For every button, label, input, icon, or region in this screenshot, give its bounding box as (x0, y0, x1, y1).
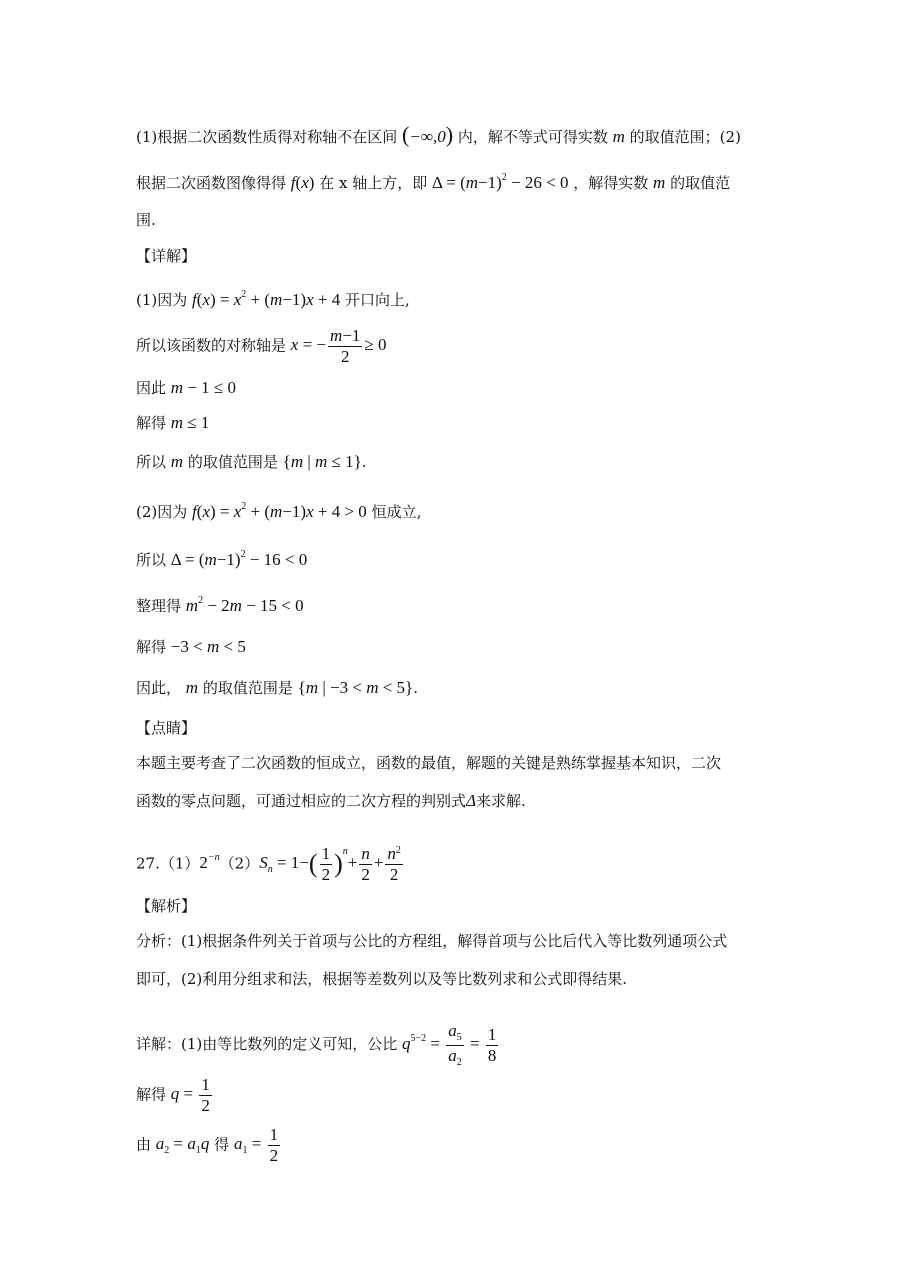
function-formula: $f(x) = x^2 + (m-1)x + 4 > 0$ (192, 501, 367, 521)
text: ，解得实数 (573, 174, 649, 192)
answer-1-formula: $2^{-n}$ (199, 852, 220, 873)
text: 详解：(1)由等比数列的定义可知，公比 (136, 1034, 398, 1053)
formula: m − 1 ≤ 0 (170, 378, 236, 397)
text: 的取值范围是 (187, 453, 278, 471)
text: 恒成立, (371, 503, 422, 521)
formula: −3 < m < 5 (170, 637, 246, 656)
answer-2-formula: $S_n = 1-$( $\frac{1}{2}$ )$^n$+ $\frac{n}{2}$ + $\frac{n^2}{2}$ (259, 844, 401, 884)
text: 在 x 轴上方，即 (319, 174, 428, 192)
text: 因此， (136, 679, 182, 697)
analysis2-line-2: 即可，(2)利用分组求和法，根据等差数列以及等比数列求和公式即得结果. (136, 970, 628, 988)
text: 解得 (136, 638, 167, 656)
text: 内，解不等式可得实数 (457, 128, 608, 146)
heading-detail: 【详解】 (136, 247, 197, 265)
detail-line-3 (136, 379, 236, 396)
detail-line-9 (136, 638, 246, 655)
set-formula: {m | m ≤ 1} (282, 452, 362, 471)
fx-formula: f(x) (290, 173, 315, 192)
analysis2-line-3 (136, 1022, 500, 1068)
var-m: m (612, 127, 625, 146)
text: 来求解. (476, 792, 526, 810)
detail-line-10: 因此， m 的取值范围是 {m | −3 < m < 5}. (136, 678, 418, 697)
text: 所以该函数的对称轴是 (136, 336, 287, 355)
analysis-line-2 (136, 173, 730, 191)
analysis2-line-1: 分析：(1)根据条件列关于首项与公比的方程组，解得首项与公比后代入等比数列通项公式 (136, 932, 728, 950)
delta-symbol: Δ (466, 791, 476, 810)
text: 的取值范 (670, 174, 731, 192)
comment-line-2 (136, 792, 526, 809)
detail-line-8 (136, 596, 304, 614)
text: 由 (136, 1135, 152, 1154)
question-number: 27.（1） (136, 854, 200, 873)
text: （2） (219, 854, 260, 873)
function-formula: $f(x) = x^2 + (m-1)x + 4$ (192, 289, 341, 309)
heading-analysis: 【解析】 (136, 897, 197, 915)
text: 所以 (136, 453, 167, 471)
text: 根据二次函数图像得得 (136, 174, 287, 192)
detail-line-1 (136, 290, 410, 308)
q-formula: q = $\frac{1}{2}$ (170, 1075, 210, 1115)
text: 整理得 (136, 597, 182, 615)
delta-formula: $\Delta = (m-1)^2 - 16 < 0$ (170, 549, 308, 569)
text: 解得 (136, 1085, 167, 1104)
ratio-formula: $q^{5-2}$ = $\frac{a_5}{a_2}$ = $\frac{1}{8}$ (402, 1021, 497, 1068)
formula: $m^2 - 2m - 15 < 0$ (185, 595, 304, 615)
text: (2)因为 (136, 503, 188, 521)
set-formula: {m | −3 < m < 5} (297, 678, 414, 697)
text: 函数的零点问题，可通过相应的二次方程的判别式 (136, 792, 467, 810)
var-m: m (170, 452, 184, 471)
text: (1)因为 (136, 291, 188, 309)
text: 解得 (136, 414, 167, 432)
text: 的取值范围；(2) (629, 128, 741, 146)
detail-line-4 (136, 414, 209, 431)
comment-line-1: 本题主要考查了二次函数的恒成立，函数的最值，解题的关键是熟练掌握基本知识，二次 (136, 754, 722, 772)
text: 的取值范围是 (202, 679, 293, 697)
detail-line-6 (136, 502, 421, 520)
delta-formula: $\Delta = (m-1)^2 - 26 < 0$ (431, 172, 569, 192)
detail-line-5: 所以 m 的取值范围是 {m | m ≤ 1}. (136, 452, 367, 471)
analysis2-line-4 (136, 1076, 214, 1115)
text: 所以 (136, 551, 167, 569)
text: 因此 (136, 379, 167, 397)
detail-line-7 (136, 550, 307, 568)
a1-formula: $a_1$ = $\frac{1}{2}$ (233, 1125, 279, 1165)
var-m: m (653, 173, 666, 192)
heading-comment: 【点睛】 (136, 719, 197, 737)
text: 得 (214, 1135, 230, 1154)
relation-formula: $a_2 = a_1q$ (155, 1134, 210, 1157)
detail-line-2 (136, 327, 387, 366)
interval-formula: (−∞,0) (402, 122, 454, 147)
analysis2-line-5 (136, 1126, 282, 1165)
formula: m ≤ 1 (170, 413, 210, 432)
text: 开口向上, (344, 291, 410, 309)
text: (1)根据二次函数性质得对称轴不在区间 (136, 128, 398, 146)
answer-27-line (136, 845, 405, 884)
axis-formula: x = − $\frac{m-1}{2}$ ≥ 0 (290, 326, 387, 366)
analysis-line-3: 围. (136, 211, 156, 229)
analysis-line-1 (136, 124, 741, 146)
var-m: m (185, 678, 199, 697)
